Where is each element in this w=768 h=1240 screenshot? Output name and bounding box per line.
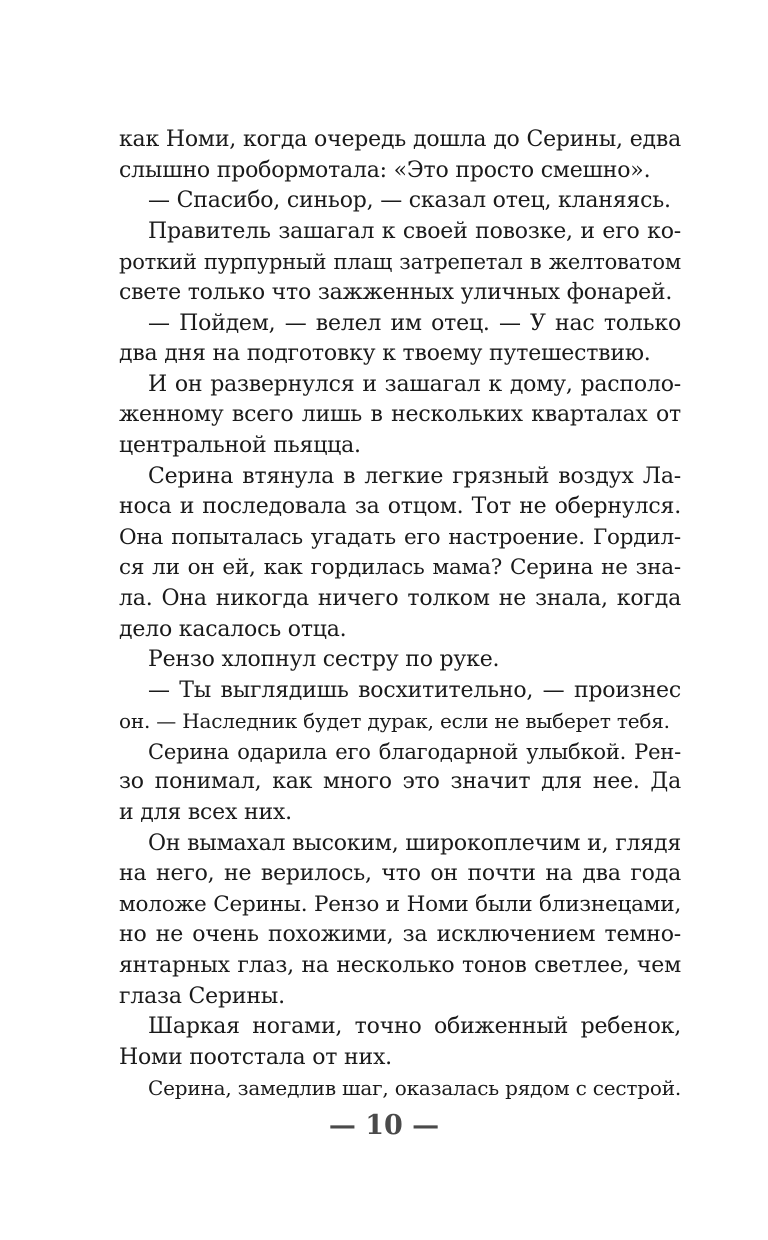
text-line: янтарных глаз, на несколько тонов светлее, чем <box>119 953 681 979</box>
text-line: на него, не верилось, что он почти на два года <box>119 861 681 887</box>
text-line: и для всех них. <box>119 800 292 826</box>
text-line: глаза Серины. <box>119 983 285 1009</box>
text-line: два дня на подготовку к твоему путешествию. <box>119 341 651 367</box>
text-line: свете только что зажженных уличных фонарей. <box>119 279 673 305</box>
text-line: ла. Она никогда ничего толком не знала, когда <box>119 585 681 611</box>
text-line: зо понимал, как много это значит для нее. Да <box>119 769 681 795</box>
text-line: — Пойдем, — велел им отец. — У нас только <box>148 310 681 336</box>
text-line: носа и последовала за отцом. Тот не обернулся. <box>119 494 681 520</box>
text-line: но не очень похожими, за исключением темно- <box>119 922 681 948</box>
text-line: Правитель зашагал к своей повозке, и его ко- <box>148 218 681 244</box>
text-line: Она попыталась угадать его настроение. Гордил- <box>119 524 681 550</box>
text-line: Шаркая ногами, точно обиженный ребенок, <box>148 1014 681 1040</box>
page-number: — 10 — <box>328 1110 440 1141</box>
text-line: моложе Серины. Рензо и Номи были близнецами, <box>119 891 681 917</box>
body-text <box>119 125 681 1104</box>
text-line: — Ты выглядишь восхитительно, — произнес <box>148 677 681 703</box>
text-line: И он развернулся и зашагал к дому, располо- <box>148 371 681 397</box>
text-line: центральной пьяцца. <box>119 432 361 458</box>
text-line: Серина втянула в легкие грязный воздух Ла- <box>148 463 681 489</box>
text-line: ся ли он ей, как гордилась мама? Серина не зна- <box>119 555 681 581</box>
text-line: слышно пробормотала: «Это просто смешно». <box>119 157 651 183</box>
text-line: Номи поотстала от них. <box>119 1044 392 1070</box>
text-line: Он вымахал высоким, широкоплечим и, глядя <box>148 830 681 856</box>
text-line: он. — Наследник будет дурак, если не выберет тебя. <box>119 709 670 734</box>
text-line: Серина, замедлив шаг, оказалась рядом с сестрой. <box>148 1076 681 1101</box>
text-line: Серина одарила его благодарной улыбкой. Рен- <box>148 739 681 764</box>
text-line: дело касалось отца. <box>119 616 347 642</box>
text-line: Рензо хлопнул сестру по руке. <box>148 647 500 673</box>
text-line: как Номи, когда очередь дошла до Серины, едва <box>119 127 681 152</box>
text-line: — Спасибо, синьор, — сказал отец, кланяясь. <box>148 188 671 214</box>
text-line: женному всего лишь в нескольких кварталах от <box>119 402 681 428</box>
text-line: роткий пурпурный плащ затрепетал в желтоватом <box>119 250 681 275</box>
